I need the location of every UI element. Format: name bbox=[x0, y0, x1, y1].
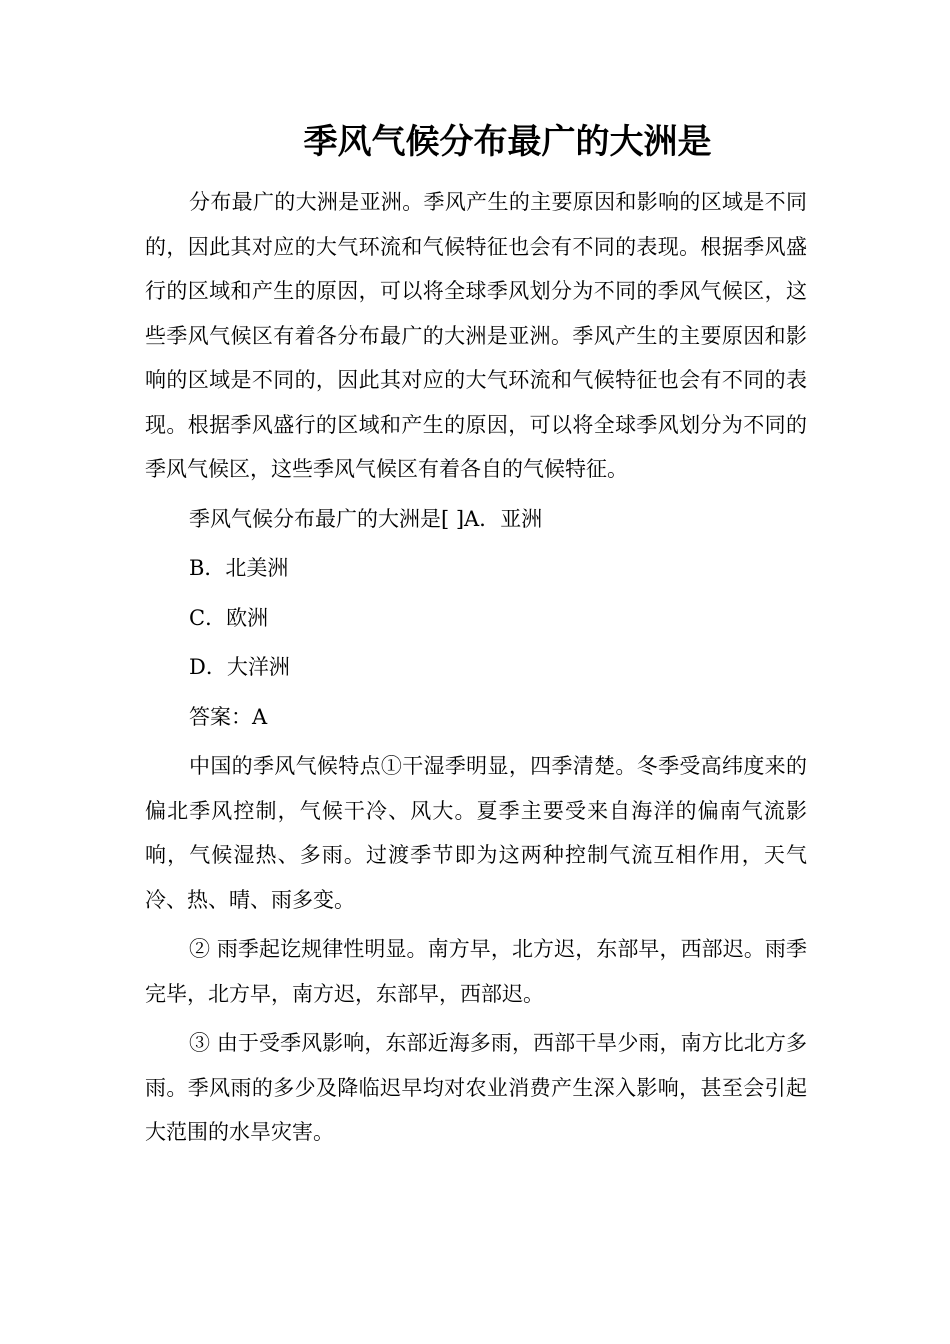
paragraph-china-monsoon-feature-3: ③ 由于受季风影响，东部近海多雨，西部干旱少雨，南方比北方多雨。季风雨的多少及降临迟早均对农业消费产生深入影响，甚至会引起大范围的水旱灾害。 bbox=[145, 1031, 807, 1144]
paragraph-question: 季风气候分布最广的大洲是[ ]A．亚洲 bbox=[189, 506, 543, 531]
paragraph-china-monsoon-feature-1: 中国的季风气候特点①干湿季明显，四季清楚。冬季受高纬度来的偏北季风控制，气候干冷、风大。夏季主要受来自海洋的偏南气流影响，气候湿热、多雨。过渡季节即为这两种控制气流互相作用，天气冷、热、晴、雨多变。 bbox=[145, 754, 807, 912]
paragraph-option-b: B．北美洲 bbox=[189, 556, 289, 580]
paragraph-option-c: C．欧洲 bbox=[189, 605, 269, 630]
paragraph-answer: 答案：A bbox=[189, 704, 268, 729]
paragraph-option-d: D．大洋洲 bbox=[189, 655, 290, 679]
document-body bbox=[145, 180, 807, 1160]
paragraph-intro: 分布最广的大洲是亚洲。季风产生的主要原因和影响的区域是不同的，因此其对应的大气环流和气候特征也会有不同的表现。根据季风盛行的区域和产生的原因，可以将全球季风划分为不同的季风气候区，这些季风气候区有着各分布最广的大洲是亚洲。季风产生的主要原因和影响的区域是不同的，因此其对应的大气环流和气候特征也会有不同的表现。根据季风盛行的区域和产生的原因，可以将全球季风划分为不同的季风气候区，这些季风气候区有着各自的气候特征。 bbox=[145, 190, 807, 481]
page-title: 季风气候分布最广的大洲是 bbox=[303, 122, 712, 162]
paragraph-china-monsoon-feature-2: ② 雨季起讫规律性明显。南方早，北方迟，东部早，西部迟。雨季完毕，北方早，南方迟，东部早，西部迟。 bbox=[145, 937, 807, 1006]
